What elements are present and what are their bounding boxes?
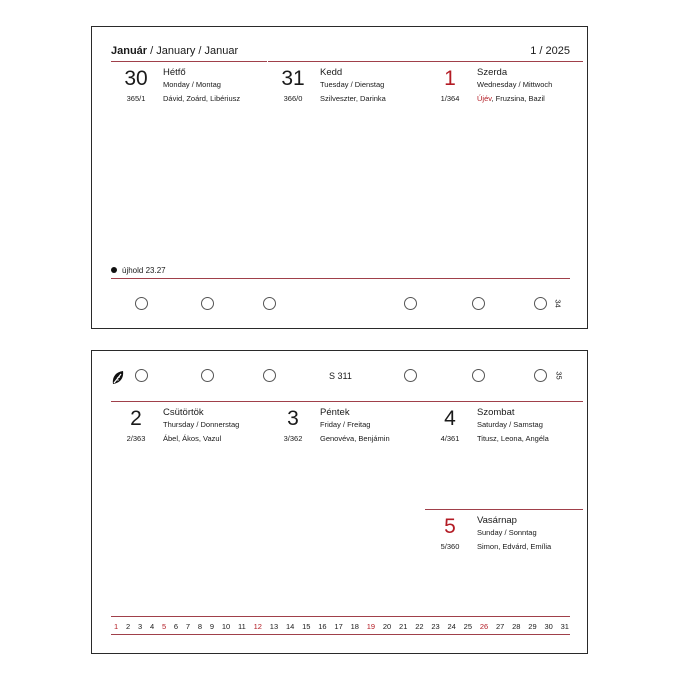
header-rule xyxy=(111,61,267,62)
month-day: 17 xyxy=(334,622,343,631)
month-day: 28 xyxy=(512,622,521,631)
bottom-rule xyxy=(111,278,570,279)
month-day: 25 xyxy=(463,622,472,631)
page-number: 34 xyxy=(553,299,563,308)
month-day: 8 xyxy=(197,622,203,631)
day-number: 30 xyxy=(124,67,148,90)
month-day: 7 xyxy=(185,622,191,631)
day-index: 1/364 xyxy=(440,94,460,103)
month-day: 14 xyxy=(285,622,295,631)
punch-hole xyxy=(404,297,417,310)
page-number: 35 xyxy=(554,371,564,380)
moon-phase: újhold 23.27 xyxy=(111,266,166,275)
planner-page-top xyxy=(91,26,588,329)
day-number: 1 xyxy=(444,67,456,90)
leaf-icon xyxy=(111,370,125,386)
name-days: Dávid, Zoárd, Libériusz xyxy=(163,94,241,103)
strip-rule-bottom xyxy=(111,634,570,635)
punch-hole xyxy=(201,369,214,382)
month-day: 13 xyxy=(269,622,279,631)
day-number: 3 xyxy=(287,407,299,430)
day-rule xyxy=(425,401,583,402)
punch-hole xyxy=(201,297,214,310)
day-name-translations: Saturday / Samstag xyxy=(477,420,543,429)
strip-rule xyxy=(111,616,570,617)
name-days: Újév, Fruzsina, Bazil xyxy=(477,94,545,103)
punch-hole xyxy=(263,297,276,310)
punch-hole xyxy=(135,369,148,382)
month-day: 20 xyxy=(382,622,392,631)
day-name-translations: Tuesday / Dienstag xyxy=(320,80,385,89)
month-day: 23 xyxy=(431,622,440,631)
day-name: Csütörtök xyxy=(163,407,204,418)
day-rule xyxy=(425,61,583,62)
day-number: 31 xyxy=(281,67,305,90)
month-day: 18 xyxy=(350,622,359,631)
new-moon-icon xyxy=(111,267,117,273)
month-day: 4 xyxy=(149,622,155,631)
name-days: Simon, Edvárd, Emília xyxy=(477,542,552,551)
day-name-translations: Thursday / Donnerstag xyxy=(163,420,240,429)
day-name: Hétfő xyxy=(163,67,186,78)
day-name-translations: Wednesday / Mittwoch xyxy=(477,80,553,89)
day-number: 4 xyxy=(444,407,456,430)
month-day: 24 xyxy=(447,622,456,631)
month-day: 2 xyxy=(125,622,131,631)
punch-hole xyxy=(534,297,547,310)
name-days: Titusz, Leona, Angéla xyxy=(477,434,549,443)
day-number: 5 xyxy=(444,515,456,538)
week-label: S 311 xyxy=(329,371,352,381)
day-name-translations: Monday / Montag xyxy=(163,80,221,89)
month-day: 21 xyxy=(399,622,408,631)
day-rule xyxy=(268,61,426,62)
month-day: 27 xyxy=(495,622,505,631)
day-index: 365/1 xyxy=(126,94,146,103)
day-index: 3/362 xyxy=(283,434,303,443)
punch-hole xyxy=(263,369,276,382)
day-name: Szerda xyxy=(477,67,508,78)
month-day: 22 xyxy=(415,622,424,631)
month-day: 6 xyxy=(173,622,179,631)
day-index: 5/360 xyxy=(440,542,460,551)
day-number: 2 xyxy=(130,407,142,430)
month-header: Január / January / Januar xyxy=(111,45,239,57)
day-name: Kedd xyxy=(320,67,343,78)
planner-page-bottom xyxy=(91,350,588,654)
month-day: 5 xyxy=(161,622,167,631)
month-day: 11 xyxy=(238,622,246,631)
punch-hole xyxy=(472,369,485,382)
month-day: 3 xyxy=(137,622,143,631)
month-day: 1 xyxy=(114,622,119,631)
name-days: Szilveszter, Darinka xyxy=(320,94,386,103)
day-index: 4/361 xyxy=(440,434,460,443)
day-index: 2/363 xyxy=(126,434,146,443)
day-name: Vasárnap xyxy=(477,515,517,526)
name-days: Genovéva, Benjámin xyxy=(320,434,390,443)
month-day: 15 xyxy=(302,622,311,631)
punch-hole xyxy=(404,369,417,382)
day-name-translations: Friday / Freitag xyxy=(320,420,371,429)
day-name: Péntek xyxy=(320,407,350,418)
month-day: 16 xyxy=(318,622,327,631)
holiday-name: Újév xyxy=(477,94,492,103)
punch-hole xyxy=(135,297,148,310)
month-day-strip xyxy=(114,622,569,631)
day-index: 366/0 xyxy=(283,94,303,103)
month-day: 26 xyxy=(479,622,489,631)
month-day: 29 xyxy=(528,622,537,631)
month-day: 12 xyxy=(253,622,262,631)
punch-hole xyxy=(534,369,547,382)
month-day: 30 xyxy=(544,622,553,631)
day-rule xyxy=(425,509,583,510)
day-name-translations: Sunday / Sonntag xyxy=(477,528,537,537)
month-day: 31 xyxy=(560,622,569,631)
month-day: 10 xyxy=(221,622,231,631)
day-name: Szombat xyxy=(477,407,515,418)
name-days: Ábel, Ákos, Vazul xyxy=(163,434,222,443)
month-day: 19 xyxy=(366,622,376,631)
day-rule xyxy=(268,401,426,402)
page-date: 1 / 2025 xyxy=(530,45,570,57)
month-day: 9 xyxy=(209,622,215,631)
day-rule xyxy=(111,401,269,402)
punch-hole xyxy=(472,297,485,310)
